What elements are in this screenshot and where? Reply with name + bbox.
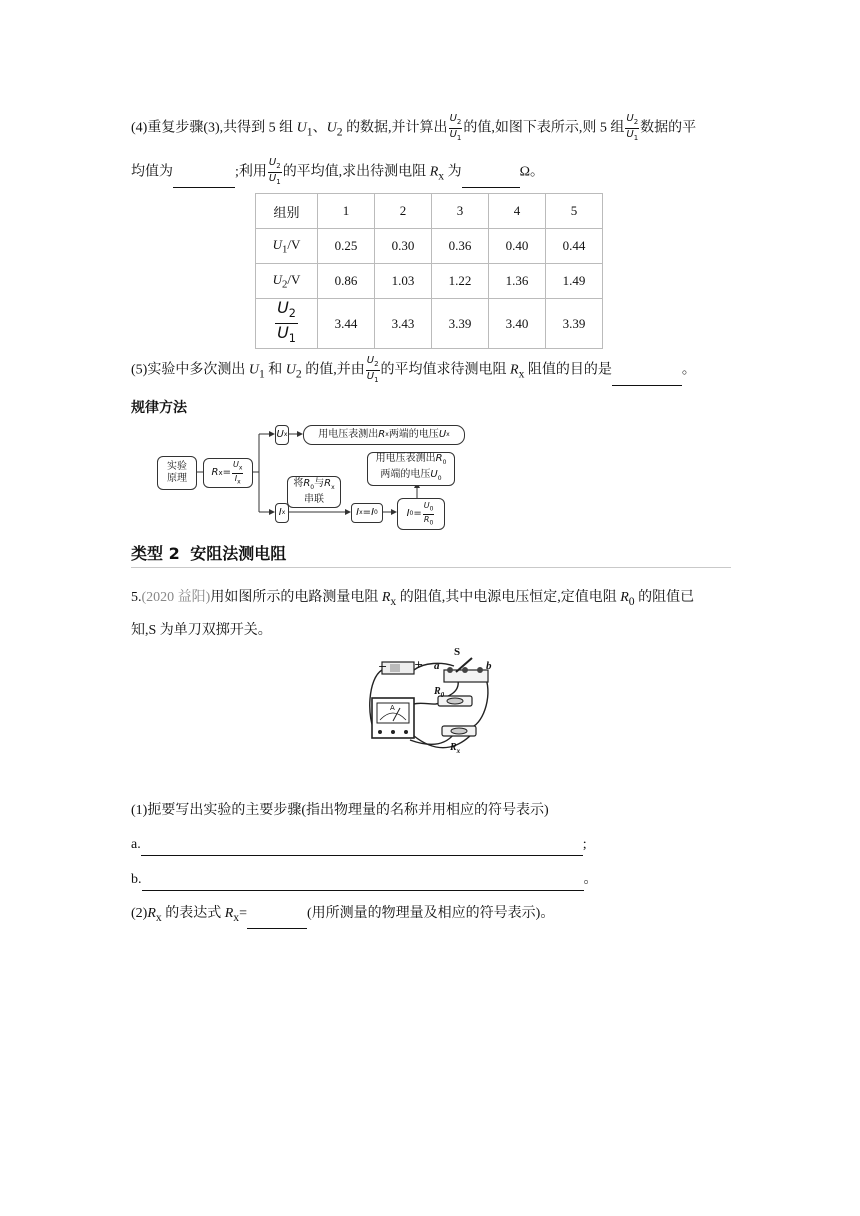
- fraction-u2-u1: $\frac{U_2}{U_1}$: [268, 157, 281, 186]
- q2-line: $(2)R_x$ 的表达式 $R_x=$ (用所测量的物理量及相应的符号表示)。: [131, 903, 554, 929]
- ux-text-box: 用电压表测出 R x 两端的电压 U x: [303, 425, 465, 445]
- step-b: b. 。: [131, 869, 598, 891]
- formula-box: R x = $\frac{U_x}{I_x}$: [203, 458, 253, 488]
- fraction-u2-u1: $\frac{U_2}{U_1}$: [366, 355, 379, 384]
- data-table: [255, 193, 603, 349]
- table-row: $U_2/V$ 0.86 1.03 1.22 1.36 1.49: [256, 264, 603, 299]
- answer-blank-resistance[interactable]: [462, 173, 520, 188]
- r0-label: $R_0$: [434, 686, 445, 699]
- answer-blank-average[interactable]: [173, 173, 235, 188]
- terminal-a-label: a: [434, 660, 440, 672]
- table-row: $U_1/V$ 0.25 0.30 0.36 0.40 0.44: [256, 229, 603, 264]
- ux-node: U x: [275, 425, 289, 445]
- step-b-blank[interactable]: [142, 876, 584, 891]
- rx-expression-blank[interactable]: [247, 914, 307, 929]
- terminal-b-label: b: [486, 660, 492, 672]
- fraction-u2-u1: $\frac{U_2}{U_1}$: [626, 113, 639, 142]
- table-header-row: 组别 1 2 3 4 5: [256, 194, 603, 229]
- circuit-figure: [362, 648, 502, 760]
- step-a: a. ;: [131, 834, 587, 856]
- equality-box: I x = I 0: [351, 503, 383, 523]
- method-diagram: [155, 420, 475, 532]
- problem-5-line-2: 知,S 为单刀双掷开关。: [131, 623, 272, 638]
- q4-line-1: (4)重复步骤(3),共得到 5 组 $U_1$、$U_2$ 的数据,并计算出 $\frac{U_2}{U_1}$ 的值,如图下表所示,则 5 组 $\frac{U_2}{U_1}$ 数据的平: [131, 113, 697, 142]
- ammeter-icon: A: [390, 704, 395, 712]
- rx-label: $R_x$: [450, 742, 461, 755]
- row-label-u2: $U_2/V$: [256, 264, 318, 299]
- ix-node: I x: [275, 503, 289, 523]
- switch-label: S: [454, 646, 461, 658]
- section-heading: 类型 2 安阻法测电阻: [131, 541, 731, 568]
- method-heading: 规律方法: [131, 400, 187, 416]
- step-a-blank[interactable]: [141, 841, 583, 856]
- battery-plus-label: +: [414, 658, 424, 671]
- answer-blank-purpose[interactable]: [612, 371, 682, 386]
- problem-5-line-1: 5.(2020 益阳)用如图所示的电路测量电阻 $R_x$ 的阻值,其中电源电压恒定,定值电阻 $R_0$ 的阻值已: [131, 590, 695, 608]
- table-row: $\frac{U_2}{U_1}$ 3.44 3.43 3.39 3.40 3.39: [256, 299, 603, 349]
- principle-box: 实验原理: [157, 456, 197, 490]
- fraction-u2-u1: $\frac{U_2}{U_1}$: [449, 113, 462, 142]
- i0-formula-box: I 0 = $\frac{U_0}{R_0}$: [397, 498, 445, 530]
- q4-line-2: 均值为 ;利用 $\frac{U_2}{U_1}$ 的平均值,求出待测电阻 $R_x$ 为 Ω。: [131, 157, 544, 186]
- row-label-u1: $U_1/V$: [256, 229, 318, 264]
- row-label-ratio: $\frac{U_2}{U_1}$: [256, 299, 318, 349]
- series-box: 将$R_0$与$R_x$ 串联: [287, 476, 341, 508]
- q5-line: (5)实验中多次测出 $U_1$ 和 $U_2$ 的值,并由 $\frac{U_2}{U_1}$ 的平均值求待测电阻 $R_x$ 阻值的目的是 。: [131, 355, 696, 384]
- battery-minus-label: −: [378, 660, 388, 673]
- u0-text-box: 用电压表测出$R_0$ 两端的电压$U_0$: [367, 452, 455, 486]
- steps-intro: (1)扼要写出实验的主要步骤(指出物理量的名称并用相应的符号表示): [131, 803, 549, 818]
